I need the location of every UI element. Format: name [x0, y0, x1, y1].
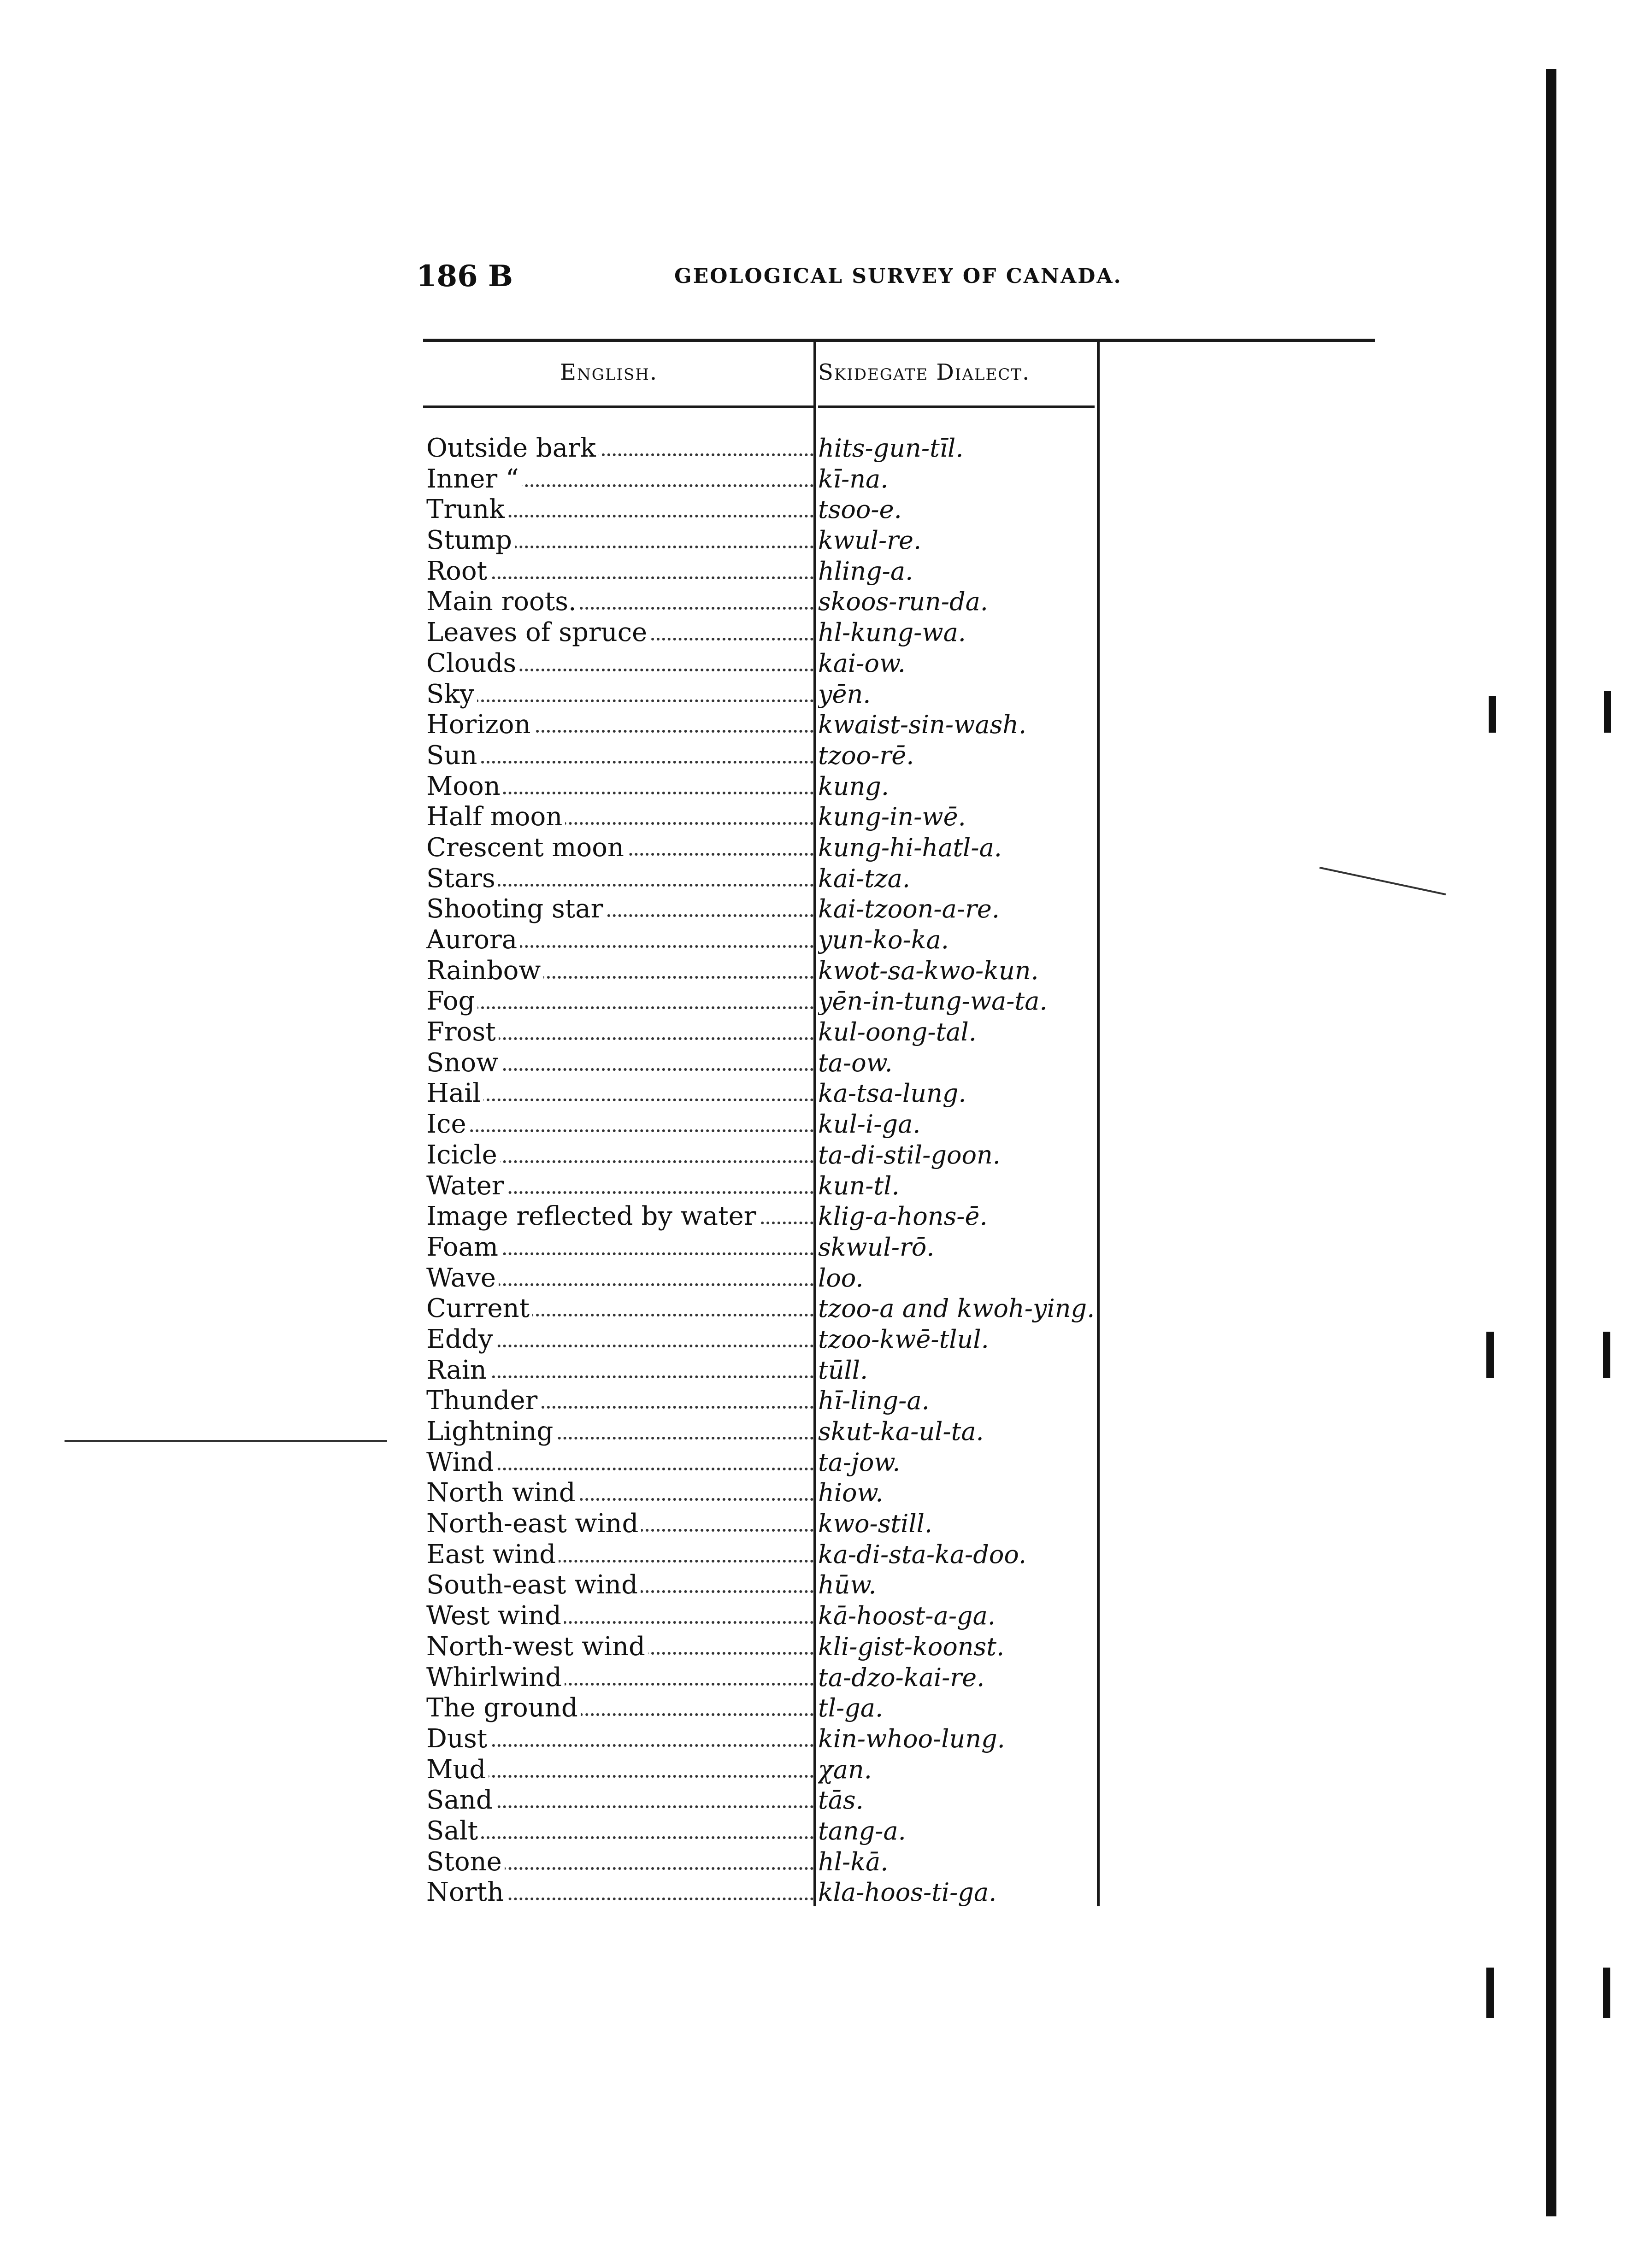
- english-term: Current: [426, 1293, 532, 1323]
- english-term: Leaves of spruce: [426, 617, 650, 647]
- table-row: [426, 1078, 1108, 1109]
- skidegate-term: hūw.: [818, 1570, 877, 1600]
- english-cell: [426, 1355, 813, 1386]
- table-row: [426, 679, 1108, 710]
- english-cell: [426, 1232, 813, 1263]
- english-term: Sun: [426, 740, 480, 770]
- english-term: Inner “: [426, 464, 522, 494]
- table-row: [426, 956, 1108, 987]
- english-cell: [426, 494, 813, 525]
- english-cell: [426, 1877, 813, 1908]
- english-cell: [426, 710, 813, 740]
- table-row: [426, 587, 1108, 617]
- english-cell: [426, 740, 813, 771]
- english-cell: [426, 1755, 813, 1785]
- leader-dots: [426, 761, 813, 764]
- skidegate-term: kai-tzoon-a-re.: [818, 894, 1000, 924]
- column-header-english: English.: [560, 359, 658, 385]
- skidegate-term: ta-jow.: [818, 1447, 901, 1477]
- english-term: Wind: [426, 1447, 496, 1477]
- english-cell: [426, 587, 813, 617]
- header-underline: [423, 405, 813, 408]
- table-row: [426, 1632, 1108, 1663]
- skidegate-term: kung-hi-hatl-a.: [818, 833, 1002, 862]
- english-term: Shooting star: [426, 894, 606, 924]
- english-cell: [426, 1632, 813, 1662]
- binding-edge: [1546, 69, 1556, 2216]
- skidegate-term: tl-ga.: [818, 1693, 884, 1723]
- page-header: [416, 254, 1154, 294]
- english-cell: [426, 1785, 813, 1816]
- skidegate-term: tās.: [818, 1786, 864, 1815]
- leader-dots: [426, 1099, 813, 1101]
- skidegate-term: kul-oong-tal.: [818, 1017, 977, 1047]
- english-cell: [426, 1539, 813, 1570]
- english-cell: [426, 986, 813, 1016]
- english-term: West wind: [426, 1601, 564, 1631]
- skidegate-term: ka-di-sta-ka-doo.: [818, 1539, 1027, 1569]
- skidegate-term: skoos-run-da.: [818, 587, 988, 617]
- table-row: [426, 1570, 1108, 1601]
- english-term: Outside bark: [426, 433, 599, 463]
- skidegate-term: hling-a.: [818, 556, 913, 586]
- table-row: [426, 648, 1108, 679]
- english-cell: [426, 525, 813, 556]
- skidegate-term: tzoo-kwē-tlul.: [818, 1324, 989, 1354]
- english-cell: [426, 771, 813, 802]
- skidegate-term: skwul-rō.: [818, 1232, 935, 1262]
- leader-dots: [426, 1006, 813, 1009]
- table-row: [426, 740, 1108, 771]
- table-row: [426, 1386, 1108, 1416]
- skidegate-term: hits-gun-tīl.: [818, 434, 964, 463]
- english-term: Moon: [426, 771, 503, 801]
- table-row: [426, 1816, 1108, 1847]
- english-term: South-east wind: [426, 1570, 641, 1600]
- english-term: Eddy: [426, 1324, 495, 1354]
- english-term: Sand: [426, 1785, 495, 1815]
- english-term: Image reflected by water: [426, 1201, 759, 1231]
- skidegate-term: tūll.: [818, 1355, 868, 1385]
- english-cell: [426, 1048, 813, 1078]
- english-term: Main roots.: [426, 587, 579, 617]
- english-term: Fog: [426, 986, 477, 1016]
- table-row: [426, 1447, 1108, 1478]
- table-row: [426, 1601, 1108, 1632]
- skidegate-term: ta-ow.: [818, 1048, 893, 1077]
- english-term: Stars: [426, 864, 498, 893]
- skidegate-term: kī-na.: [818, 464, 889, 494]
- english-term: Root: [426, 556, 490, 586]
- english-term: Trunk: [426, 494, 507, 524]
- english-term: Half moon: [426, 802, 565, 832]
- skidegate-term: χan.: [818, 1755, 872, 1784]
- table-row: [426, 1693, 1108, 1724]
- english-term: Foam: [426, 1232, 501, 1262]
- table-row: [426, 1355, 1108, 1386]
- english-term: Frost: [426, 1017, 499, 1047]
- skidegate-term: klig-a-hons-ē.: [818, 1202, 988, 1231]
- table-row: [426, 833, 1108, 864]
- table-row: [426, 986, 1108, 1017]
- table-row: [426, 1109, 1108, 1140]
- skidegate-term: kai-tza.: [818, 864, 910, 893]
- english-term: Wave: [426, 1263, 499, 1293]
- skidegate-term: tzoo-a and kwoh-ying.: [818, 1294, 1095, 1323]
- english-cell: [426, 1109, 813, 1140]
- english-term: Hail: [426, 1078, 483, 1108]
- header-underline: [818, 405, 1095, 408]
- table-row: [426, 1478, 1108, 1509]
- table-row: [426, 1755, 1108, 1786]
- table-row: [426, 617, 1108, 648]
- skidegate-term: kwo-still.: [818, 1509, 933, 1539]
- table-row: [426, 1539, 1108, 1570]
- table-row: [426, 494, 1108, 525]
- skidegate-term: tang-a.: [818, 1816, 906, 1845]
- english-cell: [426, 648, 813, 679]
- english-cell: [426, 1847, 813, 1877]
- skidegate-term: loo.: [818, 1263, 864, 1293]
- english-cell: [426, 617, 813, 648]
- skidegate-term: hl-kung-wa.: [818, 618, 966, 647]
- table-row: [426, 1048, 1108, 1079]
- english-term: Clouds: [426, 648, 519, 678]
- english-cell: [426, 1447, 813, 1478]
- table-row: [426, 464, 1108, 495]
- english-cell: [426, 1140, 813, 1170]
- english-term: Sky: [426, 679, 477, 709]
- binding-mark: [1489, 696, 1496, 733]
- english-cell: [426, 1386, 813, 1416]
- english-cell: [426, 1724, 813, 1754]
- english-term: Horizon: [426, 710, 534, 740]
- english-cell: [426, 1570, 813, 1600]
- english-term: Rainbow: [426, 956, 543, 986]
- skidegate-term: kli-gist-koonst.: [818, 1632, 1005, 1661]
- english-term: Rain: [426, 1355, 489, 1385]
- skidegate-term: kung.: [818, 771, 890, 801]
- english-term: Dust: [426, 1724, 490, 1754]
- english-cell: [426, 1509, 813, 1539]
- table-row: [426, 771, 1108, 802]
- column-header-skidegate: Skidegate Dialect.: [818, 359, 1031, 385]
- scan-line: [65, 1440, 387, 1442]
- skidegate-term: ta-di-stil-goon.: [818, 1140, 1001, 1169]
- skidegate-term: yēn.: [818, 679, 871, 709]
- top-rule: [423, 339, 1375, 342]
- english-cell: [426, 1478, 813, 1508]
- table-row: [426, 1324, 1108, 1355]
- table-row: [426, 433, 1108, 464]
- table-row: [426, 1140, 1108, 1171]
- english-term: Icicle: [426, 1140, 500, 1170]
- binding-mark: [1604, 691, 1611, 733]
- english-cell: [426, 1663, 813, 1693]
- table-row: [426, 1724, 1108, 1755]
- english-cell: [426, 925, 813, 955]
- skidegate-term: ka-tsa-lung.: [818, 1079, 966, 1108]
- english-cell: [426, 1017, 813, 1047]
- skidegate-term: kla-hoos-ti-ga.: [818, 1878, 997, 1907]
- english-term: Mud: [426, 1755, 489, 1785]
- skidegate-term: kwul-re.: [818, 526, 922, 555]
- english-cell: [426, 956, 813, 986]
- table-row: [426, 1877, 1108, 1908]
- table-row: [426, 802, 1108, 833]
- english-term: Thunder: [426, 1386, 540, 1416]
- table-row: [426, 864, 1108, 894]
- english-cell: [426, 1693, 813, 1723]
- english-cell: [426, 833, 813, 863]
- table-row: [426, 1509, 1108, 1539]
- binding-mark: [1486, 1968, 1494, 2018]
- skidegate-term: hī-ling-a.: [818, 1386, 930, 1416]
- table-row: [426, 1232, 1108, 1263]
- english-cell: [426, 1416, 813, 1447]
- skidegate-term: kā-hoost-a-ga.: [818, 1601, 996, 1631]
- english-term: Crescent moon: [426, 833, 627, 863]
- vocabulary-table: [426, 433, 1108, 1908]
- english-term: The ground: [426, 1693, 581, 1723]
- table-row: [426, 925, 1108, 956]
- english-cell: [426, 1263, 813, 1293]
- english-cell: [426, 1816, 813, 1846]
- skidegate-term: kin-whoo-lung.: [818, 1724, 1005, 1753]
- table-row: [426, 556, 1108, 587]
- english-term: Salt: [426, 1816, 481, 1846]
- skidegate-term: kwaist-sin-wash.: [818, 710, 1027, 740]
- english-cell: [426, 1078, 813, 1109]
- table-row: [426, 1416, 1108, 1447]
- english-term: Ice: [426, 1109, 469, 1139]
- english-cell: [426, 464, 813, 494]
- english-cell: [426, 679, 813, 710]
- skidegate-term: kun-tl.: [818, 1171, 900, 1200]
- table-row: [426, 1293, 1108, 1324]
- english-cell: [426, 1171, 813, 1201]
- english-cell: [426, 1201, 813, 1232]
- skidegate-term: yun-ko-ka.: [818, 925, 949, 954]
- leader-dots: [426, 1129, 813, 1132]
- english-cell: [426, 433, 813, 464]
- binding-mark: [1486, 1332, 1494, 1378]
- skidegate-term: ta-dzo-kai-re.: [818, 1663, 985, 1692]
- english-cell: [426, 802, 813, 832]
- skidegate-term: kwot-sa-kwo-kun.: [818, 956, 1039, 985]
- english-term: North wind: [426, 1478, 578, 1508]
- skidegate-term: kai-ow.: [818, 648, 906, 678]
- english-cell: [426, 556, 813, 587]
- table-row: [426, 1847, 1108, 1878]
- leader-dots: [426, 699, 813, 702]
- english-term: North: [426, 1877, 507, 1907]
- skidegate-term: kung-in-wē.: [818, 802, 966, 832]
- english-term: North-west wind: [426, 1632, 648, 1662]
- skidegate-term: hiow.: [818, 1478, 884, 1508]
- scan-line: [1320, 867, 1446, 895]
- english-term: Snow: [426, 1048, 501, 1078]
- skidegate-term: hl-kā.: [818, 1847, 889, 1876]
- table-row: [426, 1785, 1108, 1816]
- english-term: Whirlwind: [426, 1663, 565, 1692]
- table-row: [426, 1201, 1108, 1232]
- english-cell: [426, 894, 813, 924]
- skidegate-term: tsoo-e.: [818, 495, 902, 524]
- english-cell: [426, 1293, 813, 1324]
- table-row: [426, 1263, 1108, 1294]
- binding-mark: [1603, 1968, 1610, 2018]
- english-term: Stone: [426, 1847, 505, 1877]
- binding-mark: [1603, 1332, 1610, 1378]
- skidegate-term: tzoo-rē.: [818, 740, 914, 770]
- english-term: Lightning: [426, 1416, 556, 1446]
- table-row: [426, 1663, 1108, 1693]
- table-row: [426, 1017, 1108, 1048]
- running-head: GEOLOGICAL SURVEY OF CANADA.: [674, 264, 1122, 288]
- table-row: [426, 1171, 1108, 1202]
- english-term: Water: [426, 1171, 507, 1201]
- table-row: [426, 710, 1108, 740]
- english-term: North-east wind: [426, 1509, 641, 1539]
- skidegate-term: skut-ka-ul-ta.: [818, 1417, 984, 1446]
- leader-dots: [426, 1836, 813, 1839]
- table-row: [426, 894, 1108, 925]
- english-cell: [426, 1601, 813, 1631]
- table-row: [426, 525, 1108, 556]
- page-number: 186 B: [416, 259, 513, 294]
- english-term: Stump: [426, 525, 515, 555]
- english-term: Aurora: [426, 925, 520, 955]
- english-cell: [426, 1324, 813, 1355]
- skidegate-term: yēn-in-tung-wa-ta.: [818, 987, 1048, 1016]
- skidegate-term: kul-i-ga.: [818, 1110, 921, 1139]
- english-term: East wind: [426, 1539, 559, 1569]
- english-cell: [426, 864, 813, 894]
